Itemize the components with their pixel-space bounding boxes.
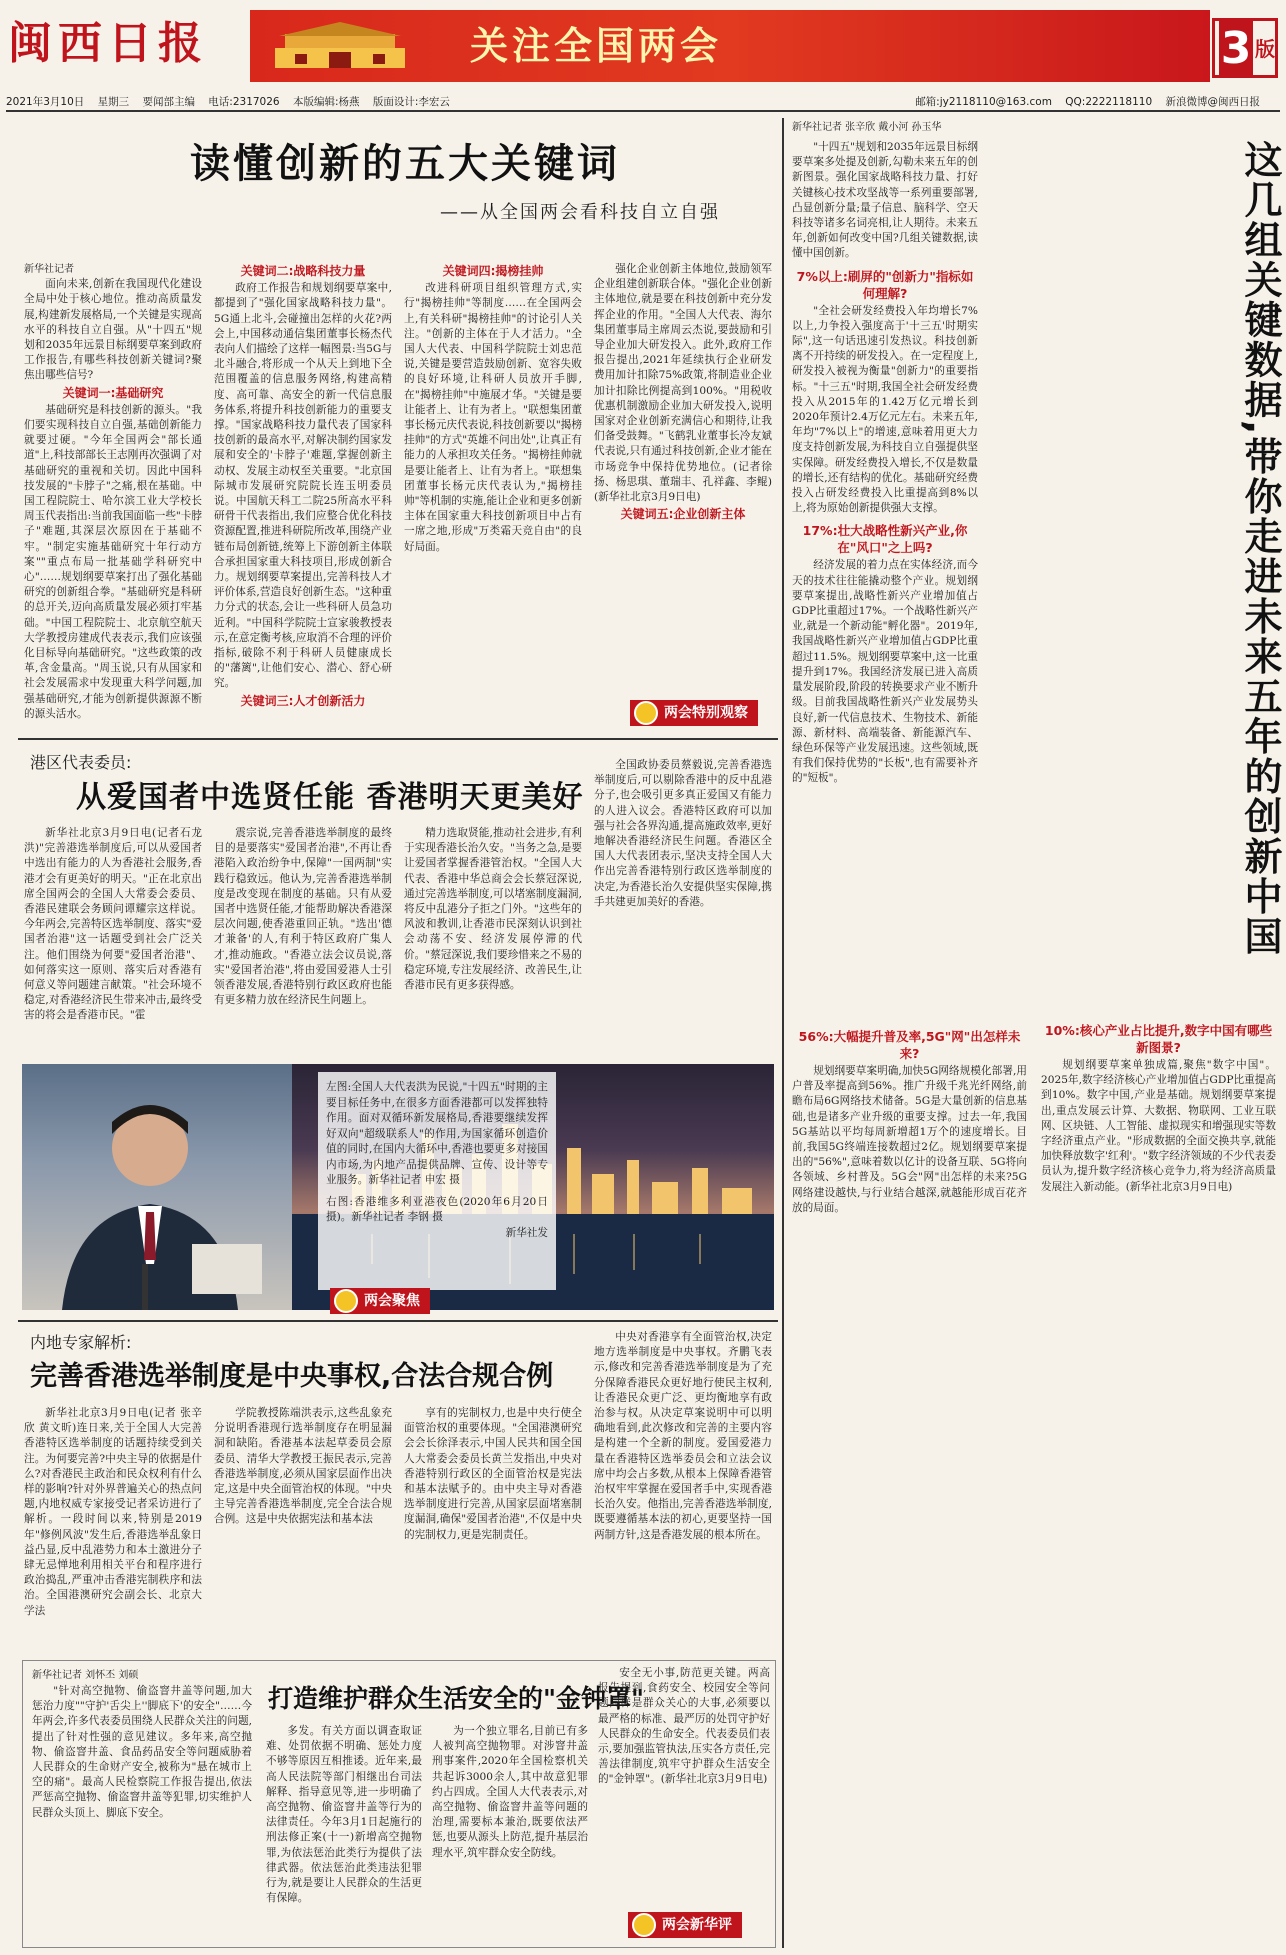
article2-para: 新华社北京3月9日电(记者石龙洪)"完善港选举制度后,可以从爱国者中选出有能力的人为香港社会服务,香港才会有更美好的明天。"正在北京出席全国两会的全国人大常委会委员、香港民建联会务顾问谭耀宗这样说。今年两会,完善特区选举制度、落实"爱国者治港"这一话题受到社会广泛关注。他们围绕为何要"爱国者治港"、如何落实这一原则、落实后对香港有何意义等问题建言献策。"社会环境不稳定,对香港经济民生带来冲击,最终受害的将会是香港市民。"霍 <box>24 827 202 1022</box>
emblem-icon <box>634 701 658 725</box>
tiananmen-icon <box>265 18 415 74</box>
page-number-badge <box>1212 18 1278 78</box>
dept: 要闻部主编 <box>142 96 195 108</box>
sidebar-para: 规划纲要草案明确,加快5G网络规模化部署,用户普及率提高到56%。推广升级千兆光纤网络,前瞻布局6G网络技术储备。5G是大量创新的信息基础,也是诸多产业升级的重要支撑。过去一年,我国5G基站以平均每周新增超1万个的速度增长。目前,我国5G终端连接数超过2亿。规划纲要草案提出的"56%",意味着数以亿计的设备互联、5G将向各领域、乡村普及。5G会"网"出怎样的未来?5G网络建设越快,与行业结合越深,就越能形成百花齐放的局面。 <box>792 1065 1027 1214</box>
article2-para: 精力选取贤能,推动社会进步,有利于实现香港长治久安。"当务之急,是要让爱国者掌握香港管治权。"全国人大代表、香港中华总商会会长蔡冠深说,通过完善选举制度,可以堵塞制度漏洞,将反中乱港分子拒之门外。"这些年的风波和教训,让香港市民深刻认识到社会动荡不安、经济发展停滞的代价。"蔡冠深说,我们要珍惜来之不易的稳定环境,专注发展经济、改善民生,让香港市民有更多获得感。 <box>404 827 582 992</box>
article1-para: 政府工作报告和规划纲要草案中,都提到了"强化国家战略科技力量"。5G通上北斗,会碰撞出怎样的火花?两会上,中国移动通信集团董事长杨杰代表向人们描绘了这样一幅图景:当5G与北斗融合,将形成一个从天上到地下全范围覆盖的信息服务网络,构建高精度、高可靠、高安全的新一代信息服务体系,将提升科技创新能力的重要支撑。"国家战略科技力量代表了国家科技创新的最高水平,对解决制约国家发展和安全的'卡脖子'难题,掌握创新主动权、发展主动权至关重要。"北京国际城市发展研究院院长连玉明委员说。中国航天科工二院25所高水平科研骨干代表指出,我们应整合优化科技资源配置,推进科研院所改革,围绕产业链布局创新链,统筹上下游创新主体联合承担国家重大科技项目,形成创新合力。规划纲要草案提出,完善科技人才评价体系,营造良好创新生态。"这种重力分式的状态,会让一些科研人员急功近利。"中国科学院院士宣家骏教授表示,在意定衡考核,应取消不合理的评价指标,破除不利于科研人员健康成长的"藩篱",让他们安心、潜心、舒心研究。 <box>214 282 392 690</box>
article4-para: 为一个独立罪名,目前已有多人被判高空抛物罪。对涉窨井盖刑事案件,2020年全国检察机关共起诉3000余人,其中故意犯罪约占四成。全国人大代表表示,对高空抛物、偷盗窨井盖等问题的治理,需要标本兼治,既要依法严惩,也要从源头上防范,提升基层治理水平,筑牢群众安全防线。 <box>432 1725 588 1859</box>
article2-col2 <box>214 826 392 1056</box>
article2-col1 <box>24 826 202 1056</box>
weibo-link[interactable]: 新浪微博@闽西日报 <box>1165 96 1260 108</box>
article3-col1 <box>24 1406 202 1652</box>
article1-col3 <box>404 262 582 730</box>
sidebar-para: "全社会研发经费投入年均增长7%以上,力争投入强度高于'十三五'时期实际",这一句话迅速引发热议。科技创新离不开持续的研发投入。在一定程度上,研发投入被视为衡量"创新力"的重要指标。"十三五"时期,我国全社会研发经费投入从2015年的1.42万亿元增长到2020年预计2.4万亿元左右。未来五年,年均"7%以上"的增速,意味着用更大力度支持创新发展,为科技自立自强提供坚实保障。研发经费投入增长,不仅是数量的增长,还有结构的优化。基础研究经费投入占研发经费投入比重提高到8%以上,将为原始创新提供强大支撑。 <box>792 304 978 515</box>
article2-para: 震宗说,完善香港选举制度的最终目的是要落实"爱国者治港",不再让香港陷入政治纷争中,保障"一国两制"实践行稳致远。他认为,完善香港选举制度是改变现在制度的基础。只有从爱国者中选贤任能,才能帮助解决香港深层次问题,使香港重回正轨。"选出'德才兼备'的人,有利于特区政府广集人才,推动施政。"香港立法会议员说,落实"爱国者治港",将由爱国爱港人士引领香港发展,香港特别行政区政府也能有更多精力放在经济民生问题上。 <box>214 827 392 1007</box>
article2-col3 <box>404 826 582 1056</box>
article1-title[interactable]: 读懂创新的五大关键词 <box>190 141 620 187</box>
caption-left: 左图:全国人大代表洪为民说,"十四五"时期的主要目标任务中,在很多方面香港都可以发挥独特作用。面对双循环新发展格局,香港要继续发挥好双向"超级联系人"的作用,为国家循环创造价值的同时,在国内大循环中,香港也要更多对接国内市场,为内地产品提供品牌、宣传、设计等专业服务。新华社记者 申宏 摄 <box>326 1081 548 1186</box>
sidebar-para: "十四五"规划和2035年远景目标纲要草案多处提及创新,勾勒未来五年的创新图景。强化国家战略科技力量、打好关键核心技术攻坚战等一系列重要部署,凸显创新分量;量子信息、脑科学、空天科技等诸多名词亮相,让人期待。未来五年,创新如何改变中国?几组关键数据,读懂中国创新。 <box>792 141 978 260</box>
divider <box>18 738 778 740</box>
issue-date: 2021年3月10日 <box>6 96 85 108</box>
badge-special-observe <box>630 700 758 726</box>
article1-col1 <box>24 262 202 730</box>
caption-right: 右图:香港维多利亚港夜色(2020年6月20日摄)。新华社记者 李钢 摄 <box>326 1195 548 1223</box>
article4-col4 <box>598 1666 770 1904</box>
badge-label: 两会特别观察 <box>664 705 748 721</box>
sidebar-h4: 10%:核心产业占比提升,数字中国有哪些新图景? <box>1044 1023 1273 1055</box>
caption-credit: 新华社发 <box>505 1226 548 1239</box>
divider <box>18 1320 778 1322</box>
article1-para: 改进科研项目组织管理方式,实行"揭榜挂帅"等制度……在全国两会上,有关科研"揭榜挂帅"的讨论引人关注。"创新的主体在于人才活力。"全国人大代表、中国科学院院士刘忠范说,关键是要营造鼓励创新、宽容失败的良好环境,让科研人员放开手脚,在"揭榜挂帅"中施展才华。"关键是要让能者上、让有为者上。"联想集团董事长杨元庆代表说,科技创新要以"揭榜挂帅"的方式"英雄不问出处",让真正有能力的人承担攻关任务。"揭榜挂帅就是要让能者上、让有为者上。"联想集团董事长杨元庆代表认为,"揭榜挂帅"等机制的实施,能让企业和更多创新主体在国家重大科技创新项目中占有一席之地,形成"万类霜天竞自由"的良好局面。 <box>404 282 582 553</box>
article3-title[interactable]: 完善香港选举制度是中央事权,合法合规合例 <box>30 1361 554 1392</box>
article1-sub3: 关键词三:人才创新活力 <box>240 693 366 708</box>
badge-label: 两会新华评 <box>662 1917 732 1933</box>
article3-para: 中央对香港享有全面管治权,决定地方选举制度是中央事权。齐鹏飞表示,修改和完善香港选举制度是为了充分保障香港民众更好地行使民主权利,让香港民众更广泛、更均衡地享有政治参与权。从决定草案说明中可以明确地看到,此次修改和完善的主要内容是构建一个全新的制度。爱国爱港力量在香港特区选举委员会和立法会议席中均会占多数,从根本上保障香港管治权牢牢掌握在爱国者手中,实现香港长治久安。他指出,完善香港选举制度,既要遵循基本法的初心,更要坚持一国两制方针,这是香港发展的根本所在。 <box>594 1331 772 1541</box>
email-link[interactable]: 邮箱:jy2118110@163.com <box>915 96 1052 108</box>
emblem-icon <box>334 1289 358 1313</box>
newspaper-logo[interactable]: 闽西日报 <box>8 18 208 69</box>
article1-col4 <box>594 262 772 700</box>
designer: 版面设计:李宏云 <box>372 96 450 108</box>
sidebar-h1: 7%以上:刷屏的"创新力"指标如何理解? <box>796 268 974 301</box>
sidebar-para: 经济发展的着力点在实体经济,而今天的技术往往能撬动整个产业。规划纲要草案提出,战略性新兴产业增加值占GDP比重超过17%。一个战略性新兴产业,就是一个新动能"孵化器"。2019年,我国战略性新兴产业增加值占GDP比重超过11.5%。规划纲要草案中,这一比重提升到17%。我国经济发展已进入高质量发展阶段,阶段的转换要求产业不断升级。目前我国战略性新兴产业发展势头良好,新一代信息技术、生物技术、新能源、新材料、高端装备、新能源汽车、绿色环保等产业发展迅速。这些领域,既有我们保持优势的"长板",也有需要补齐的"短板"。 <box>792 559 978 785</box>
article1-byline: 新华社记者 <box>24 264 74 275</box>
article3-col4 <box>594 1330 772 1652</box>
article2-title[interactable]: 从爱国者中选贤任能 香港明天更美好 <box>76 780 584 815</box>
qq: QQ:2222118110 <box>1065 96 1153 108</box>
weekday: 星期三 <box>97 96 130 108</box>
badge-focus <box>330 1288 430 1314</box>
photo-caption-box <box>318 1072 556 1290</box>
article3-para: 新华社北京3月9日电(记者 张辛欣 黄文昕)连日来,关于全国人大完善香港特区选举制度的话题持续受到关注。为何要完善?中央主导的依据是什么?对香港民主政治和民众权利有什么样的影响?针对外界普遍关心的热点问题,内地权威专家接受记者采访进行了解析。一段时间以来,特别是2019年"修例风波"发生后,香港选举乱象日益凸显,反中乱港势力和本土激进分子肆无忌惮地利用相关平台和程序进行政治捣乱,严重冲击香港宪制秩序和法治。全国港澳研究会副会长、北京大学法 <box>24 1407 202 1617</box>
section-title: 关注全国两会 <box>470 24 723 68</box>
sidebar-col-top <box>792 140 978 1020</box>
article4-col2 <box>266 1724 422 1942</box>
badge-label: 两会聚焦 <box>364 1293 420 1309</box>
article4-para: "针对高空抛物、偷盗窨井盖等问题,加大惩治力度""守护'舌尖上''脚底下'的安全"……今年两会,许多代表委员围绕人民群众关注的问题,提出了针对性强的意见建议。多年来,高空抛物、偷盗窨井盖、食品药品安全等问题威胁着人民群众的生命财产安全,被称为"悬在城市上空的痛"。最高人民检察院工作报告提出,依法严惩高空抛物、偷盗窨井盖等犯罪,切实维护人民群众头顶上、脚底下安全。 <box>32 1685 252 1819</box>
page-suffix: 版 <box>1255 37 1275 61</box>
sidebar-para: 规划纲要草案单独成篇,聚焦"数字中国"。2025年,数字经济核心产业增加值占GDP比重提高到10%。数字中国,产业是基础。规划纲要草案提出,重点发展云计算、大数据、物联网、工业互联网、区块链、人工智能、虚拟现实和增强现实等数字经济重点产业。"形成数据的全面交换共享,就能加快释放数字'红利'。"数字经济领域的不少代表委员认为,提升数字经济核心竞争力,将为经济高质量发展注入新动能。(新华社北京3月9日电) <box>1041 1059 1276 1193</box>
sidebar-vertical-title[interactable]: 这几组关键数据,带你走进未来五年的创新中国 <box>1238 140 1282 957</box>
sidebar-col-bottom <box>792 1022 1276 1948</box>
article1-para: 基础研究是科技创新的源头。"我们要实现科技自立自强,基础创新能力就要过硬。"今年全国两会"部长通道"上,科技部部长王志刚再次强调了对基础研究的重视和关切。因此中国科技发展的"卡脖子"之痛,根在基础。中国工程院院士、哈尔滨工业大学校长周玉代表指出:当前我国面临一些"卡脖子"难题,其深层次原因在于基础不牢。"制定实施基础研究十年行动方案""重点布局一批基础学科研究中心"……规划纲要草案打出了强化基础研究的创新组合拳。"基础研究是科研的总开关,迈向高质量发展必须打牢基础。"中国工程院院士、北京航空航天大学教授房建成代表表示,我们应该强化目标导向基础研究。"这些政策的改革,含金量高。"周玉说,只有从国家和社会发展需求中发现重大科学问题,加强基础研究,才能为创新提供源源不断的源头活水。 <box>24 403 202 720</box>
article1-sub2: 关键词二:战略科技力量 <box>240 264 366 278</box>
article3-col3 <box>404 1406 582 1652</box>
article1-sub5: 关键词五:企业创新主体 <box>620 507 746 522</box>
page-number: 3 <box>1220 23 1252 74</box>
article4-title[interactable]: 打造维护群众生活安全的"金钟罩" <box>268 1684 645 1713</box>
info-bar <box>6 94 1280 112</box>
phone: 电话:2317026 <box>208 96 280 108</box>
article3-para: 享有的宪制权力,也是中央行使全面管治权的重要体现。"全国港澳研究会会长徐泽表示,中国人民共和国全国人大常委会委员长黄兰发指出,中央对香港特别行政区的全面管治权是宪法和基本法赋予的。由中央主导对香港选举制度进行完善,从国家层面堵塞制度漏洞,确保"爱国者治港",不仅是中央的宪制权力,更是宪制责任。 <box>404 1407 582 1541</box>
article3-col2 <box>214 1406 392 1652</box>
editor: 本版编辑:杨燕 <box>292 96 360 108</box>
sidebar-h2: 17%:壮大战略性新兴产业,你在"风口"之上吗? <box>802 523 968 556</box>
article1-para: 面向未来,创新在我国现代化建设全局中处于核心地位。推动高质量发展,构建新发展格局,一个关键是实现高水平的科技自立自强。从"十四五"规划和2035年远景目标纲要草案到政府工作报告,有哪些科技创新关键词?聚焦出哪些信号? <box>24 278 202 382</box>
sidebar-h3: 56%:大幅提升普及率,5G"网"出怎样未来? <box>798 1029 1021 1061</box>
article4-para: 安全无小事,防范更关键。两高报告提到,食药安全、校园安全等问题同样是群众关心的大事,必须要以最严格的标准、最严厉的处罚守护好人民群众的生命安全。代表委员们表示,要加强监管执法,压实各方责任,完善法律制度,筑牢守护群众生活安全的"金钟罩"。(新华社北京3月9日电) <box>598 1667 770 1786</box>
sidebar-byline: 新华社记者 张辛欣 戴小河 孙玉华 <box>792 122 942 133</box>
article1-sub4: 关键词四:揭榜挂帅 <box>442 264 544 278</box>
article1-sub1: 关键词一:基础研究 <box>62 385 164 400</box>
article2-kicker: 港区代表委员: <box>30 753 132 772</box>
article3-para: 学院教授陈端洪表示,这些乱象充分说明香港现行选举制度存在明显漏洞和缺陷。香港基本法起草委员会原委员、清华大学教授王振民表示,完善香港选举制度,必须从国家层面作出决定,这是中央全面管治权的体现。"中央主导完善香港选举制度,完全合法合规合例。这是中央依据宪法和基本法 <box>214 1407 392 1526</box>
sidebar-divider <box>782 118 784 1948</box>
article1-subtitle: ——从全国两会看科技自立自强 <box>440 202 720 223</box>
article1-para: 强化企业创新主体地位,鼓励领军企业组建创新联合体。"强化企业创新主体地位,就是要在科技创新中充分发挥企业的作用。"全国人大代表、海尔集团董事局主席周云杰说,要鼓励和引导企业加大研发投入。此外,政府工作报告提出,2021年延续执行企业研发费用加计扣除75%政策,将制造业企业加计扣除比例提高到100%。"用税收优惠机制激励企业加大研发投入,说明国家对企业创新充满信心和期待,让我们备受鼓舞。"飞鹤乳业董事长冷友斌代表说,只有通过科技创新,企业才能在市场竞争中保持优势地位。(记者徐扬、杨思琪、董瑞丰、孔祥鑫、李鲲)(新华社北京3月9日电) <box>594 263 772 504</box>
emblem-icon <box>632 1913 656 1937</box>
article2-col4 <box>594 758 772 1056</box>
article4-byline: 新华社记者 刘怀丕 刘硕 <box>32 1670 139 1681</box>
article4-para: 多发。有关方面以调查取证难、处罚依据不明确、惩处力度不够等原因互相推诿。近年来,最高人民法院等部门相继出台司法解释、指导意见等,进一步明确了高空抛物、偷盗窨井盖等行为的法律责任。今年3月1日起施行的刑法修正案(十一)新增高空抛物罪,为依法惩治此类行为提供了法律武器。依法惩治此类违法犯罪行为,就是要让人民群众的生活更有保障。 <box>266 1725 422 1905</box>
article1-col2 <box>214 262 392 730</box>
article4-col3 <box>432 1724 588 1942</box>
article3-kicker: 内地专家解析: <box>30 1333 132 1352</box>
article4-col1 <box>32 1684 252 1942</box>
article2-para: 全国政协委员蔡毅说,完善香港选举制度后,可以剔除香港中的反中乱港分子,也会吸引更多真正爱国又有能力的人进入议会。香港特区政府可以加强与社会各界沟通,提高施政效率,更好地解决香港经济民生问题。香港区全国人大代表团表示,坚决支持全国人大作出完善香港特别行政区选举制度的决定,为香港长治久安提供坚实保障,携手共建更加美好的香港。 <box>594 759 772 908</box>
badge-xinhua-comment <box>628 1912 742 1938</box>
delegate-figure-icon <box>22 1064 292 1310</box>
photo-delegate[interactable] <box>22 1064 292 1310</box>
